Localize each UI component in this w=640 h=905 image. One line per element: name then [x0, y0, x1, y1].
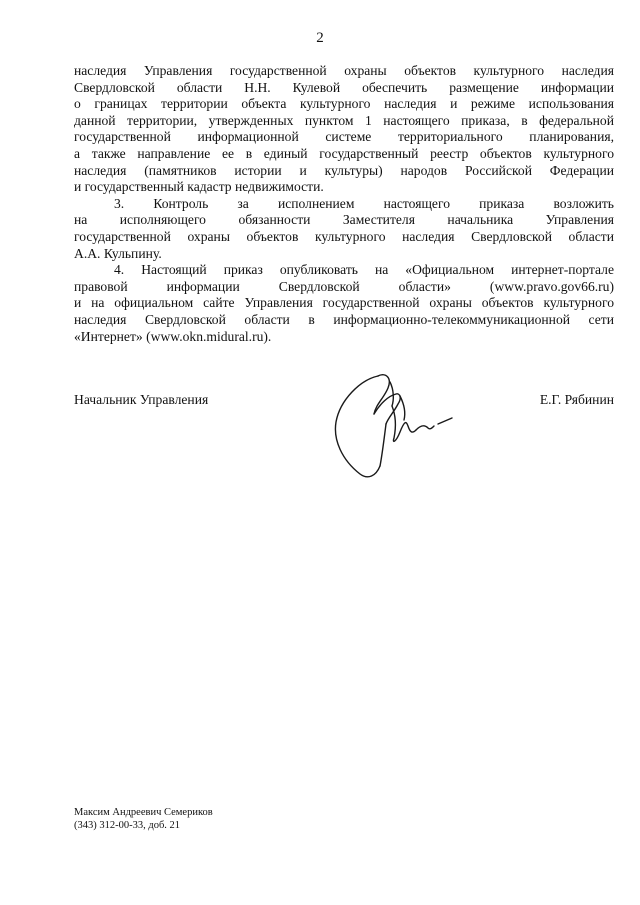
executor-phone: (343) 312-00-33, доб. 21 [74, 820, 181, 831]
text-line: на исполняющего обязанности Заместителя начальника Управления [74, 212, 614, 228]
text-line: о границах территории объекта культурного наследия и режиме использования [74, 96, 614, 112]
text-line: государственной информационной системе территориального планирования, [74, 129, 614, 145]
text-line: А.А. Кульпину. [74, 245, 162, 261]
page-number: 2 [316, 30, 324, 46]
text-line: 3. Контроль за исполнением настоящего приказа возложить [114, 195, 614, 211]
text-line: Свердловской области Н.Н. Кулевой обеспечить размещение информации [74, 79, 614, 95]
executor-info [74, 806, 213, 832]
paragraph-4 [74, 262, 614, 345]
text-line: государственной охраны объектов культурного наследия Свердловской области [74, 228, 614, 244]
text-line: а также направление ее в единый государственный реестр объектов культурного [74, 145, 614, 161]
text-line: «Интернет» (www.okn.midural.ru). [74, 328, 272, 344]
document-body [74, 63, 614, 345]
text-line: и на официальном сайте Управления государственной охраны объектов культурного [74, 295, 614, 311]
paragraph-3 [74, 196, 614, 262]
text-line: наследия Свердловской области в информационно-телекоммуникационной сети [74, 311, 614, 327]
text-line: наследия Управления государственной охраны объектов культурного наследия [74, 63, 614, 78]
text-line: 4. Настоящий приказ опубликовать на «Официальном интернет-портале [114, 262, 614, 278]
text-line: наследия (памятников истории и культуры) народов Российской Федерации [74, 162, 614, 178]
text-line: правовой информации Свердловской области» (www.pravo.gov66.ru) [74, 278, 614, 294]
text-line: и государственный кадастр недвижимости. [74, 179, 324, 195]
handwritten-signature [330, 360, 455, 485]
signatory-title: Начальник Управления [74, 392, 209, 407]
signatory-name: Е.Г. Рябинин [539, 392, 614, 407]
text-line: данной территории, утвержденных пунктом 1 настоящего приказа, в федеральной [74, 112, 614, 128]
executor-name: Максим Андреевич Семериков [74, 807, 213, 818]
paragraph-2-continuation [74, 63, 614, 196]
